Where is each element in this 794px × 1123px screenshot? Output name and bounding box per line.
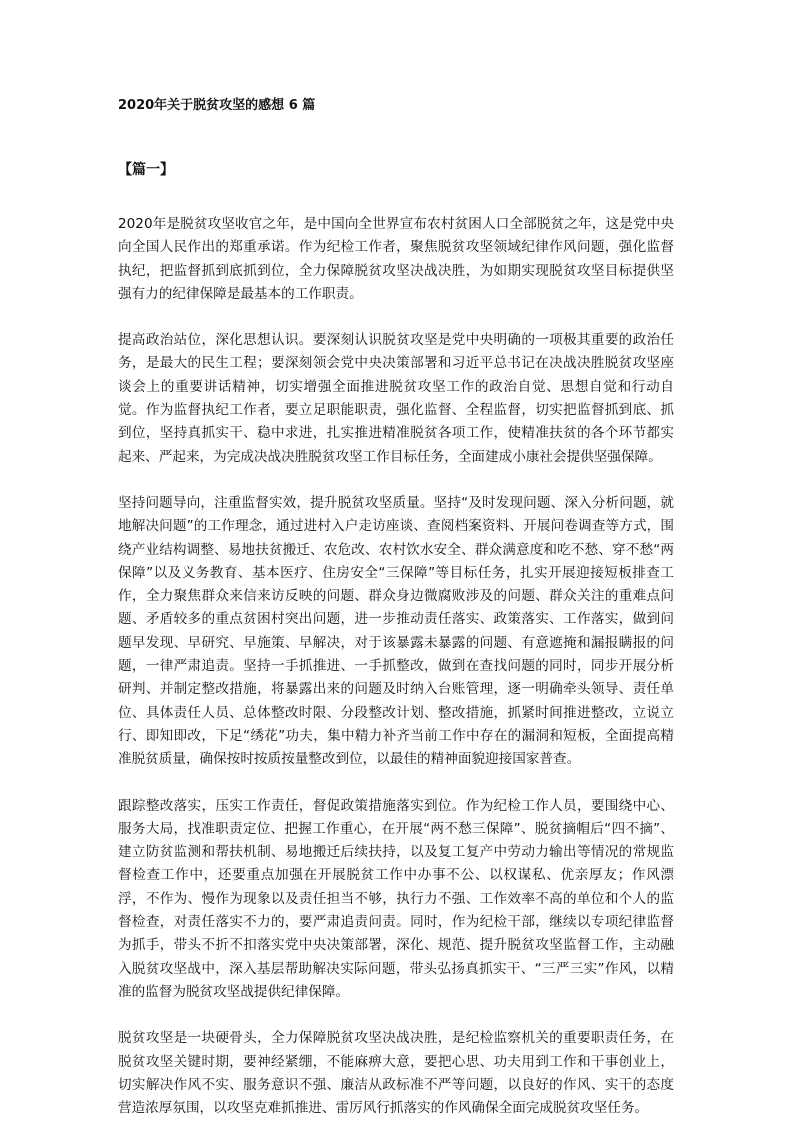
- paragraph-5: 脱贫攻坚是一块硬骨头，全力保障脱贫攻坚决战决胜，是纪检监察机关的重要职责任务，在脱贫攻坚关键时期，要神经紧绷，不能麻痹大意，要把心思、功夫用到工作和干事创业上，切实解决作风不实、服务意识不强、廉洁从政标准不严等问题，以良好的作风、实干的态度营造浓厚氛围，以攻坚克难抓推进、雷厉风行抓落实的作风确保全面完成脱贫攻坚任务。: [118, 1030, 674, 1117]
- document-page: [118, 96, 674, 1120]
- document-title: 2020年关于脱贫攻坚的感想 6 篇: [118, 98, 316, 113]
- section-heading: 【篇一】: [118, 162, 174, 178]
- paragraph-3: 坚持问题导向，注重监督实效，提升脱贫攻坚质量。坚持“及时发现问题、深入分析问题，就地解决问题”的工作理念，通过进村入户走访座谈、查阅档案资料、开展问卷调查等方式，围绕产业结构调整、易地扶贫搬迁、农危改、农村饮水安全、群众满意度和吃不愁、穿不愁“两保障”以及义务教育、基本医疗、住房安全“三保障”等目标任务，扎实开展迎接短板排查工作，全力聚焦群众来信来访反映的问题、群众身边微腐败涉及的问题、群众关注的重难点问题、矛盾较多的重点贫困村突出问题，进一步推动责任落实、政策落实、工作落实，做到问题早发现、早研究、早施策、早解决，对于该暴露未暴露的问题、有意遮掩和漏报瞒报的问题，一律严肃追责。坚持一手抓推进、一手抓整改，做到在查找问题的同时，同步开展分析研判、并制定整改措施，将暴露出来的问题及时纳入台账管理，逐一明确牵头领导、责任单位、具体责任人员、总体整改时限、分段整改计划、整改措施，抓紧时间推进整改，立说立行、即知即改，下足“绣花”功夫，集中精力补齐当前工作中存在的漏洞和短板，全面提高精准脱贫质量，确保按时按质按量整改到位，以最佳的精神面貌迎接国家普查。: [118, 494, 674, 768]
- paragraph-1: 2020年是脱贫攻坚收官之年，是中国向全世界宣布农村贫困人口全部脱贫之年，这是党中央向全国人民作出的郑重承诺。作为纪检工作者，聚焦脱贫攻坚领域纪律作风问题，强化监督执纪，把监督抓到底抓到位，全力保障脱贫攻坚决战决胜，为如期实现脱贫攻坚目标提供坚强有力的纪律保障是最基本的工作职责。: [118, 216, 674, 302]
- paragraph-4: 跟踪整改落实，压实工作责任，督促政策措施落实到位。作为纪检工作人员，要围绕中心、服务大局，找准职责定位、把握工作重心，在开展“两不愁三保障”、脱贫摘帽后“四不摘”、建立防贫监测和帮扶机制、易地搬迁后续扶持，以及复工复产中劳动力输出等情况的常规监督检查工作中，还要重点加强在开展脱贫工作中办事不公、以权谋私、优亲厚友；作风漂浮，不作为、慢作为现象以及责任担当不够，执行力不强、工作效率不高的单位和个人的监督检查，对责任落实不力的，要严肃追责问责。同时，作为纪检干部，继续以专项纪律监督为抓手，带头不折不扣落实党中央决策部署，深化、规范、提升脱贫攻坚监督工作，主动融入脱贫攻坚战中，深入基层帮助解决实际问题，带头弘扬真抓实干、“三严三实”作风，以精准的监督为脱贫攻坚战提供纪律保障。: [118, 797, 674, 1000]
- paragraph-2: 提高政治站位，深化思想认识。要深刻认识脱贫攻坚是党中央明确的一项极其重要的政治任务，是最大的民生工程；要深刻领会党中央决策部署和习近平总书记在决战决胜脱贫攻坚座谈会上的重要讲话精神，切实增强全面推进脱贫攻坚工作的政治自觉、思想自觉和行动自觉。作为监督执纪工作者，要立足职能职责，强化监督、全程监督，切实把监督抓到底、抓到位，坚持真抓实干、稳中求进，扎实推进精准脱贫各项工作，使精准扶贫的各个环节都实起来、严起来，为完成决战决胜脱贫攻坚工作目标任务，全面建成小康社会提供坚强保障。: [118, 332, 674, 465]
